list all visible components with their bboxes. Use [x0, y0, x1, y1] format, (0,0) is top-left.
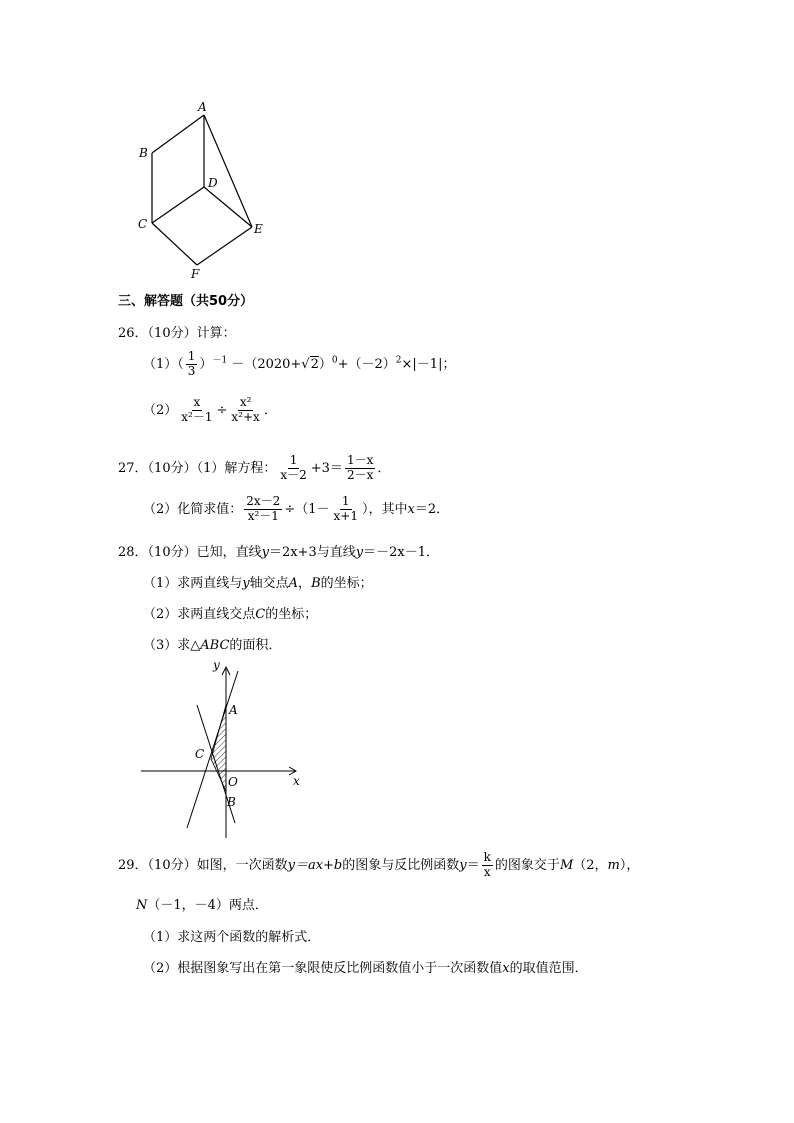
label-D: D — [208, 176, 218, 190]
q28-part3: （3）求△ABC的面积． — [143, 638, 282, 653]
q27-heading: 27．（10分）（1）解方程： $\frac{1}{x-2}$ +3＝ $\frac{1-x}{2-x}$ ． — [118, 453, 391, 482]
q28-part2: （2）求两直线交点C的坐标； — [143, 607, 318, 622]
q26-heading: 26．（10分）计算： — [118, 326, 236, 341]
q28-part1: （1）求两直线与y轴交点A，B的坐标； — [143, 576, 373, 591]
q26-part1: （1）（ $\frac{1}{3}$ ）$^{-1} -(2020+√2)^0+(-2)^2\times|-1|$； — [143, 349, 456, 378]
q29-line2: N（－1，－4）两点． — [136, 898, 268, 913]
label-C: C — [138, 217, 148, 231]
label-B: B — [139, 146, 148, 160]
q27-part2: （2）化简求值： $\frac{2x-2}{\text{x²－1}}$ ÷（1－ $\frac{1}{x+1}$ ），其中x＝2． — [143, 494, 450, 523]
q28-heading: 28．（10分）已知，直线y＝2x+3与直线y＝－2x－1． — [118, 545, 439, 560]
q29-part2: （2）根据图象写出在第一象限使反比例函数值小于一次函数值x的取值范围． — [143, 961, 588, 976]
geometry-figure-1 — [130, 95, 280, 285]
label-x: x — [293, 774, 300, 788]
q29-part1: （1）求这两个函数的解析式． — [143, 930, 321, 945]
label-F: F — [191, 267, 200, 281]
label-O: O — [228, 775, 238, 789]
label-E: E — [254, 222, 263, 236]
label-y: y — [213, 658, 220, 672]
coordinate-figure — [135, 655, 315, 840]
q26-part2: （2） $\frac{x}{\text{x²－1}}$ ÷ $\frac{\text{x²}}{\text{x²+x}}$ ． — [143, 395, 277, 424]
label-C2: C — [195, 747, 205, 761]
q29-heading: 29．（10分）如图，一次函数y＝ax+b的图象与反比例函数y＝ $\frac{k}{x}$ 的图象交于M（2，m）， — [118, 850, 640, 879]
label-A2: A — [229, 703, 238, 717]
section-title: 三、解答题（共50分） — [118, 294, 254, 309]
label-B2: B — [227, 795, 236, 809]
label-A: A — [198, 100, 207, 114]
